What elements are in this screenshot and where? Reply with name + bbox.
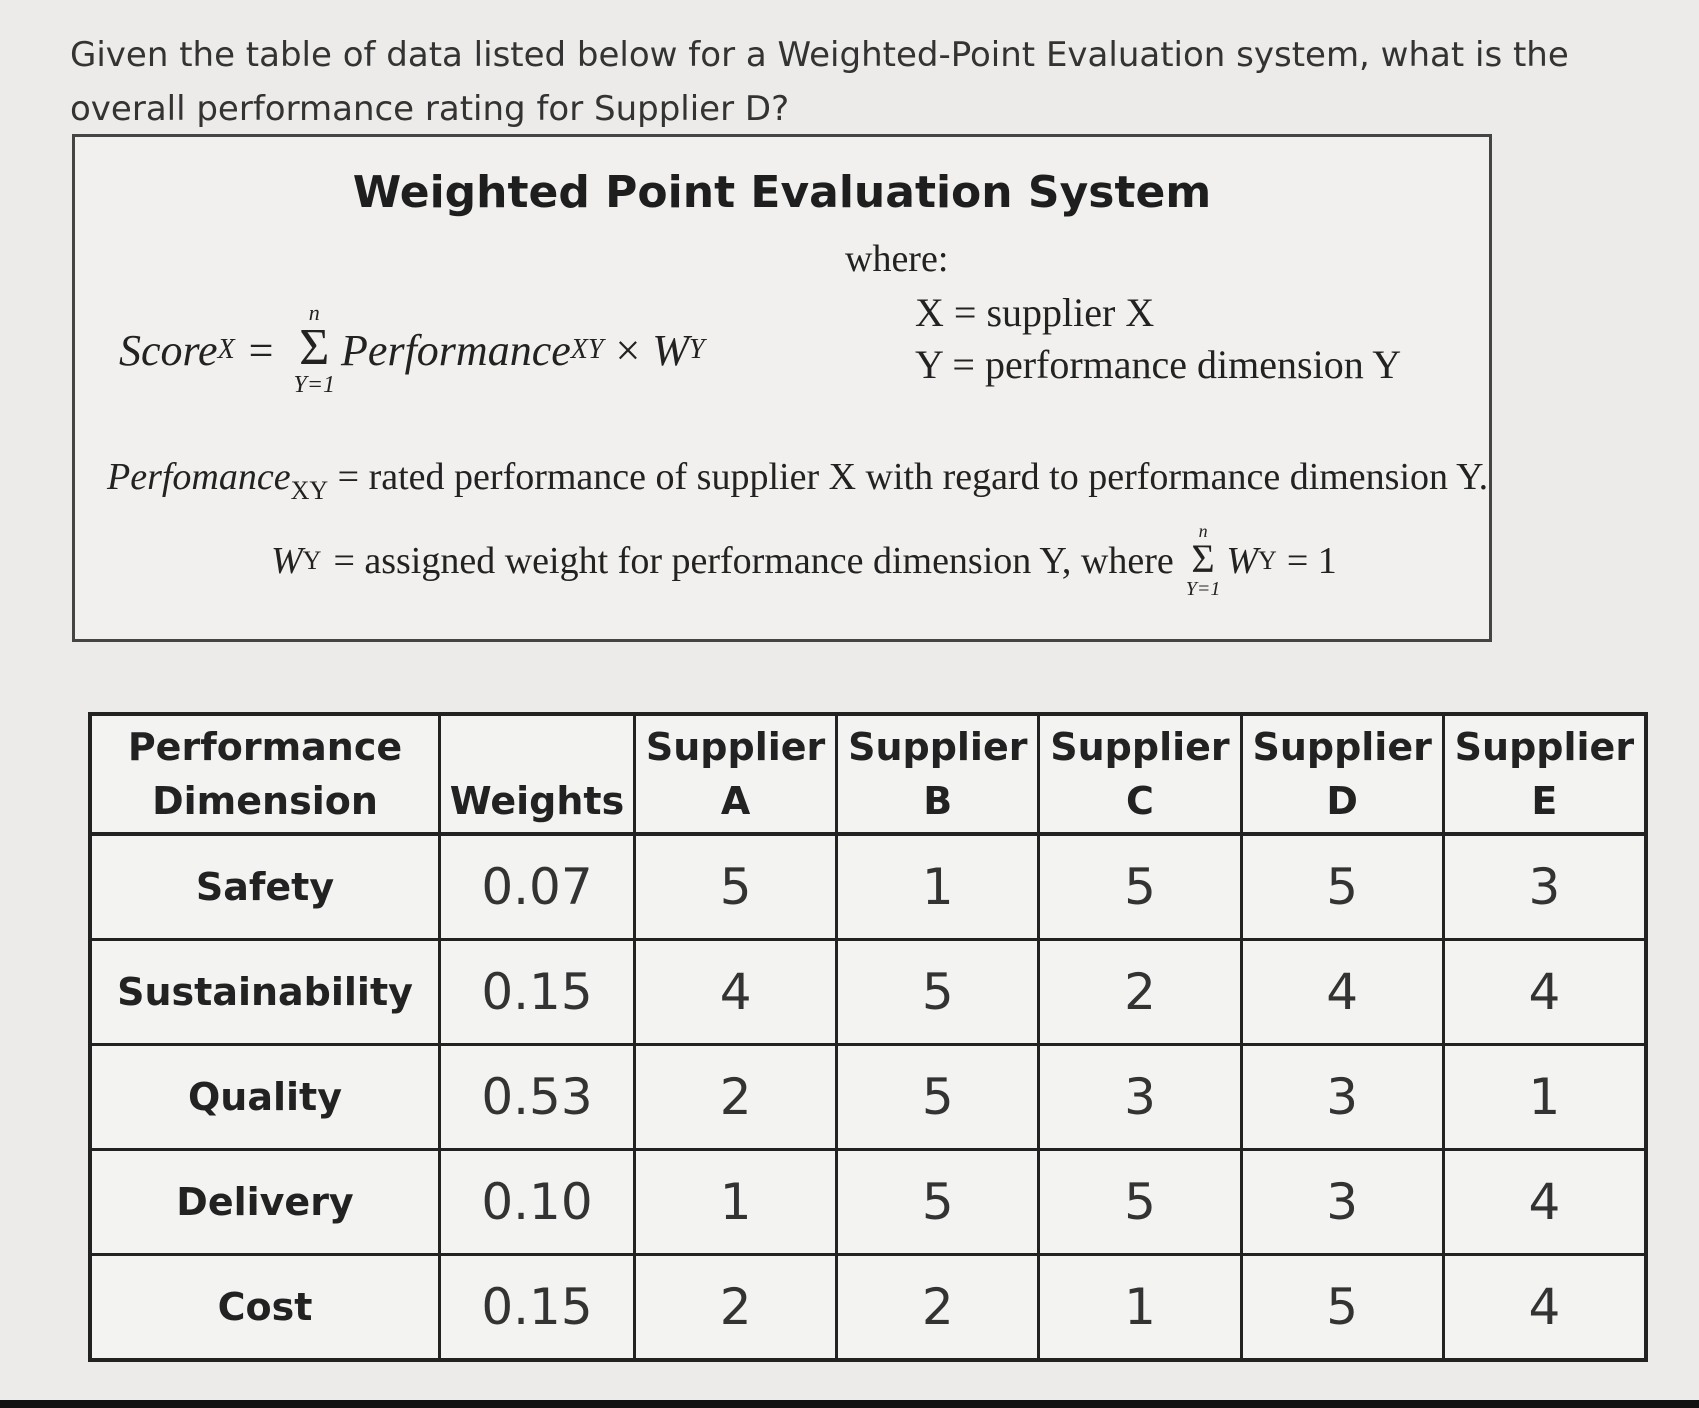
weight-cell: 0.07 (440, 834, 635, 940)
score-cell: 5 (635, 834, 837, 940)
dimension-cell: Quality (90, 1045, 440, 1150)
table-header-row (90, 714, 1646, 834)
variable-definitions (915, 287, 1401, 391)
header-line2: B (923, 779, 953, 823)
score-cell: 1 (837, 834, 1039, 940)
score-lhs: Score (119, 325, 218, 375)
score-cell: 5 (1241, 834, 1443, 940)
table-row (90, 1045, 1646, 1150)
supplier-table (88, 712, 1648, 1362)
header-line2: C (1126, 779, 1154, 823)
header-line1: Performance (127, 725, 403, 769)
header-line2: E (1531, 779, 1558, 823)
header-weights (440, 714, 635, 834)
performance-sub: XY (570, 334, 604, 365)
weight-definition (271, 522, 1337, 600)
where-label: where: (845, 238, 949, 280)
score-cell: 4 (1443, 940, 1646, 1045)
question-text: Given the table of data listed below for a Weighted-Point Evaluation system, what is the overall performance rating for Supplier D? (70, 35, 1569, 129)
header-line1: Supplier (1454, 725, 1635, 769)
w-sum-result: = 1 (1286, 540, 1337, 582)
weight-sub: Y (688, 334, 705, 365)
dimension-cell: Delivery (90, 1150, 440, 1255)
weight-cell: 0.15 (440, 940, 635, 1045)
w-sigma-symbol: Σ (1191, 536, 1215, 581)
score-cell: 3 (1241, 1045, 1443, 1150)
score-cell: 3 (1241, 1150, 1443, 1255)
w-sum-sub: Y (1258, 546, 1277, 575)
header-line2: D (1326, 779, 1358, 823)
header-line2: Dimension (152, 779, 378, 823)
summation (294, 302, 336, 398)
def-y: Y = performance dimension Y (915, 342, 1402, 387)
header-supplier-a (635, 714, 837, 834)
w-term: W (271, 540, 303, 582)
score-cell: 4 (635, 940, 837, 1045)
weight-term: W (652, 325, 689, 375)
table-row (90, 1255, 1646, 1361)
equals-sign: = (248, 325, 274, 375)
bottom-edge (0, 1400, 1699, 1408)
dimension-cell: Safety (90, 834, 440, 940)
weight-cell: 0.10 (440, 1150, 635, 1255)
score-cell: 4 (1443, 1255, 1646, 1361)
header-line2: Weights (449, 779, 625, 823)
score-cell: 1 (1443, 1045, 1646, 1150)
dimension-cell: Cost (90, 1255, 440, 1361)
formula-title: Weighted Point Evaluation System (352, 167, 1212, 218)
score-cell: 4 (1241, 940, 1443, 1045)
header-line1: Supplier (848, 725, 1028, 769)
dimension-cell: Sustainability (90, 940, 440, 1045)
header-line1: Supplier (645, 725, 826, 769)
header-dimension (90, 714, 440, 834)
score-cell: 4 (1443, 1150, 1646, 1255)
score-cell: 5 (837, 940, 1039, 1045)
score-cell: 3 (1039, 1045, 1241, 1150)
score-lhs-sub: X (217, 334, 235, 365)
sigma-symbol: Σ (299, 319, 330, 376)
score-cell: 5 (1039, 834, 1241, 940)
times-sign: × (615, 325, 641, 375)
header-supplier-b (837, 714, 1039, 834)
formula-box (72, 134, 1492, 642)
table-row (90, 834, 1646, 940)
perf-sub: XY (290, 476, 329, 505)
w-def-text: = assigned weight for performance dimension Y, where (333, 540, 1174, 582)
score-cell: 2 (635, 1255, 837, 1361)
performance-term: Performance (341, 325, 571, 375)
w-sigma-top: n (1198, 521, 1208, 541)
header-supplier-c (1039, 714, 1241, 834)
sigma-bottom: Y=1 (293, 372, 336, 398)
score-formula (119, 302, 705, 398)
w-sum-term: W (1226, 540, 1259, 582)
header-supplier-e (1443, 714, 1646, 834)
def-x: X = supplier X (915, 290, 1155, 335)
header-line2: A (720, 779, 751, 823)
table-row (90, 940, 1646, 1045)
table-row (90, 1150, 1646, 1255)
weight-cell: 0.53 (440, 1045, 635, 1150)
perf-def-text: = rated performance of supplier X with regard to performance dimension Y. (337, 456, 1489, 498)
score-cell: 5 (1039, 1150, 1241, 1255)
sigma-top: n (308, 300, 320, 325)
score-cell: 5 (837, 1150, 1039, 1255)
header-line1: Supplier (1050, 725, 1230, 769)
w-sub: Y (302, 546, 322, 575)
performance-definition (107, 455, 1488, 506)
score-cell: 2 (1039, 940, 1241, 1045)
score-cell: 3 (1443, 834, 1646, 940)
score-cell: 1 (1039, 1255, 1241, 1361)
header-supplier-d (1241, 714, 1443, 834)
score-cell: 2 (635, 1045, 837, 1150)
score-cell: 5 (1241, 1255, 1443, 1361)
weight-cell: 0.15 (440, 1255, 635, 1361)
score-cell: 1 (635, 1150, 837, 1255)
weight-summation (1186, 522, 1221, 600)
score-cell: 5 (837, 1045, 1039, 1150)
score-cell: 2 (837, 1255, 1039, 1361)
w-sigma-bottom: Y=1 (1185, 578, 1221, 600)
perf-term: Perfomance (107, 456, 291, 498)
header-line1: Supplier (1252, 725, 1432, 769)
